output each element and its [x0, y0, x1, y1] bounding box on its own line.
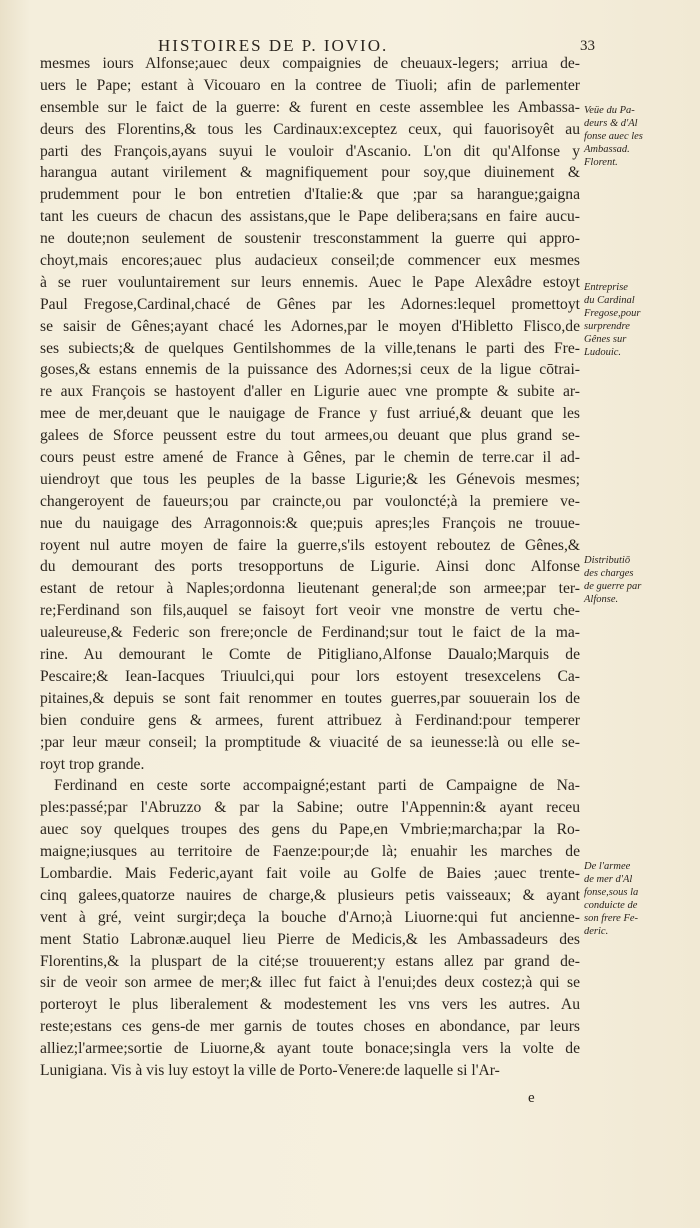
text-line: ;par leur mæur conseil; la promptitude & viuacité de sa ieunesse:là ou elle se- — [40, 733, 580, 751]
text-line: ples:passé;par l'Abruzzo & par la Sabine; outre l'Appennin:& ayant receu — [40, 799, 580, 817]
text-line: estant de retour à Naples;ordonna lieutenant general;de son armee;par ter- — [40, 580, 580, 598]
text-line: maigne;iusques au territoire de Faenze:pour;de là; enuahir les marches de — [40, 843, 580, 861]
text-line: re;Ferdinand son fils,auquel se faisoyt fort veoir vne monstre de vertu che- — [40, 602, 580, 620]
text-line: goses,& estans ennemis de la puissance des Adornes;si ceux de la ligue cōtrai- — [40, 361, 580, 379]
text-line: harangua autant virilement & magnifiquement pour soy,que diuinement & — [40, 164, 580, 182]
margin-note — [584, 860, 684, 938]
margin-note-text: Distributiō des charges de guerre par Alfonse. — [584, 555, 642, 605]
text-line: uiendroyt que tous les peuples de la basse Ligurie;& les Génevois mesmes; — [40, 470, 580, 488]
page-number: 33 — [580, 38, 595, 54]
margin-note-text: Entreprise du Cardinal Fregose,pour surprendre Gênes sur Ludouic. — [584, 282, 641, 358]
text-line: ment Statio Labronæ.auquel lieu Pierre de Medicis,& les Ambassadeurs des — [40, 930, 580, 948]
text-line: Ferdinand en ceste sorte accompaigné;estant parti de Campaigne de Na- — [54, 777, 580, 795]
text-line: vent à gré, veint surgir;deça la bouche d'Arno;à Liuorne:qui fut ancienne- — [40, 908, 580, 926]
text-line: parti des François,ayans suyui le vouloir d'Ascanio. L'on dit qu'Alfonse y — [40, 142, 580, 160]
text-line: ne doute;non seulement de soustenir tresconstamment la guerre qui appro- — [40, 230, 580, 248]
text-line: royt trop grande. — [40, 755, 145, 773]
text-line: cours peust estre amené de France à Gênes, par le chemin de terre.car il ad- — [40, 449, 580, 467]
text-line: cinq galees,quatorze nauires de charge,& plusieurs petis vaisseaux; & ayant — [40, 886, 580, 904]
text-line: du demourant des ports tresopportuns de Ligurie. Ainsi donc Alfonse — [40, 558, 580, 576]
text-line: alliez;l'armee;sortie de Liuorne,& ayant toute bonace;singla vers la volte de — [40, 1040, 580, 1058]
text-line: auec soy quelques troupes des gens du Pape,en Vmbrie;marcha;par la Ro- — [40, 821, 580, 839]
text-line: Lombardie. Mais Federic,ayant fait voile au Golfe de Baies ;auec trente- — [40, 864, 580, 882]
main-text — [40, 53, 580, 1082]
text-line: à se ruer vouluntairement sur leurs ennemis. Auec le Pape Alexâdre estoyt — [40, 273, 580, 291]
text-line: rine. Au demourant le Comte de Pitigliano,Alfonse Daualo;Marquis de — [40, 646, 580, 664]
margin-note — [584, 281, 684, 359]
text-line: mee de mer,deuant que le nauigage de France y fust arriué,& deuant que les — [40, 405, 580, 423]
text-line: mesmes iours Alfonse;auec deux compaignies de cheuaux-legers; arriua de- — [40, 55, 580, 72]
text-line: pitaines,& depuis se sont fait renommer en toutes guerres,par souuerain los de — [40, 689, 580, 707]
text-line: Lunigiana. Vis à vis luy estoyt la ville de Porto-Venere:de laquelle si l'Ar- — [40, 1061, 500, 1079]
text-line: Paul Fregose,Cardinal,chacé de Gênes par les Adornes:lequel promettoyt — [40, 295, 580, 313]
text-line: deurs des Florentins,& tous les Cardinaux:exceptez ceux, qui fauorisoyêt au — [40, 120, 580, 138]
margin-note — [584, 554, 684, 606]
catchword: e — [528, 1090, 535, 1106]
text-line: prudemment pour le bon entretien d'Italie:& que ;par sa harangue;gaigna — [40, 186, 580, 204]
margin-note-text: Veüe du Pa- deurs & d'Al fonse auec les Ambassad. Florent. — [584, 105, 643, 168]
margin-note — [584, 104, 684, 169]
text-line: royent nul autre moyen de faire la guerre,s'ils estoyent reboutez de Gênes,& — [40, 536, 580, 554]
text-line: bien conduire gens & armees, furent attribuez à Ferdinand:pour temperer — [40, 711, 580, 729]
text-line: ses subiects;& de quelques Gentilshommes de la ville,tenans le parti des Fre- — [40, 339, 580, 357]
text-line: se saisir de Gênes;ayant chacé les Adornes,par le moyen d'Hibletto Flisco,de — [40, 317, 580, 335]
text-line: uers le Pape; estant à Vicouaro en la contree de Tiuoli; afin de parlementer — [40, 76, 580, 94]
text-line: tant les cueurs de chacun des assistans,que le Pape delibera;sans en faire aucu- — [40, 208, 580, 226]
text-line: ensemble sur le faict de la guerre: & furent en ceste assemblee les Ambassa- — [40, 98, 580, 116]
text-line: re aux François se hastoyent d'aller en Ligurie auec vne prompte & subite ar- — [40, 383, 580, 401]
text-line: galees de Sforce peussent estre du tout armees,ou deuant que plus grand se- — [40, 427, 580, 445]
text-line: choyt,mais encores;auec plus audacieux conseil;de commencer eux mesmes — [40, 252, 580, 270]
text-line: porteroyt le plus liberalement & modestement les vns vers les autres. Au — [40, 996, 580, 1014]
margin-note-text: De l'armee de mer d'Al fonse,sous la conduicte de son frere Fe- deric. — [584, 861, 639, 937]
text-line: nue du nauigage des Arragonnois:& que;puis apres;les François ne trouue- — [40, 514, 580, 532]
text-line: changeroyent de faueurs;ou par craincte,ou par vouloncté;à la premiere ve- — [40, 492, 580, 510]
text-line: reste;estans ces gens-de mer garnis de toutes choses en abondance, par leurs — [40, 1018, 580, 1036]
running-head: HISTOIRES DE P. IOVIO. — [158, 36, 389, 55]
text-line: sir de veoir son armee de mer;& illec fut faict à l'enui;des deux costez;à qui se — [40, 974, 580, 992]
text-line: Pescaire;& Iean-Iacques Triuulci,qui pour lors estoyent tresexcelens Ca- — [40, 667, 580, 685]
text-line: ualeureuse,& Federic son frere;oncle de Ferdinand;sur tout le faict de la ma- — [40, 624, 580, 642]
text-line: Florentins,& la pluspart de la cité;se trouuerent;y estans allez par grand de- — [40, 952, 580, 970]
